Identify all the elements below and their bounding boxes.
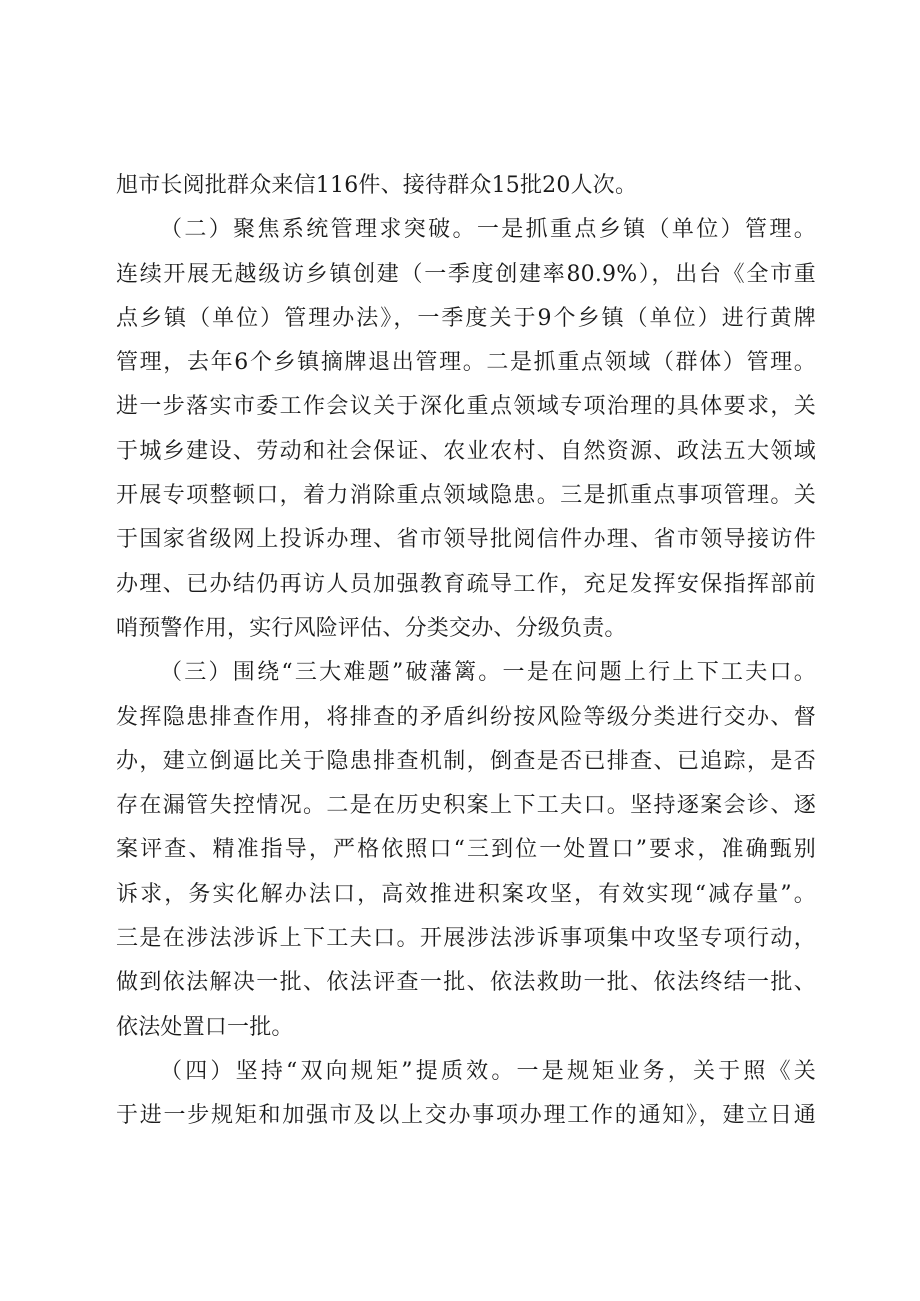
paragraph-2 <box>116 208 816 651</box>
text-line: 办，建立倒逼比关于隐患排查机制，倒查是否已排查、已追踪，是否 <box>116 748 816 774</box>
text-line: 点乡镇（单位）管理办法》，一季度关于9个乡镇（单位）进行黄牌 <box>116 305 816 331</box>
text-line: 三是在涉法涉诉上下工夫口。开展涉法涉诉事项集中攻坚专项行动， <box>116 926 816 952</box>
text-line: （三）围绕“三大难题”破藩篱。一是在问题上行上下工夫口。 <box>160 660 816 686</box>
text-line: 进一步落实市委工作会议关于深化重点领域专项治理的具体要求，关 <box>116 394 816 420</box>
text-line: 案评查、精准指导，严格依照口“三到位一处置口”要求，准确甄别 <box>116 837 816 863</box>
text-line: 旭市长阅批群众来信116件、接待群众15批20人次。 <box>116 173 638 198</box>
text-line: 办理、已办结仍再访人员加强教育疏导工作，充足发挥安保指挥部前 <box>116 571 816 597</box>
text-line: 做到依法解决一批、依法评查一批、依法救助一批、依法终结一批、 <box>116 970 816 996</box>
text-line: 发挥隐患排查作用，将排查的矛盾纠纷按风险等级分类进行交办、督 <box>116 704 816 730</box>
paragraph-4 <box>116 1050 816 1139</box>
text-line: （二）聚焦系统管理求突破。一是抓重点乡镇（单位）管理。 <box>160 217 816 243</box>
document-body <box>116 164 816 1139</box>
text-line: 诉求，务实化解办法口，高效推进积案攻坚，有效实现“减存量”。 <box>116 881 816 907</box>
text-line: 于进一步规矩和加强市及以上交办事项办理工作的通知》，建立日通 <box>116 1103 816 1129</box>
text-line: 于国家省级网上投诉办理、省市领导批阅信件办理、省市领导接访件 <box>116 527 816 553</box>
text-line: 依法处置口一批。 <box>116 1014 294 1040</box>
text-line: 存在漏管失控情况。二是在历史积案上下工夫口。坚持逐案会诊、逐 <box>116 793 816 819</box>
text-line: 管理，去年6个乡镇摘牌退出管理。二是抓重点领域（群体）管理。 <box>116 350 816 376</box>
text-line: 于城乡建设、劳动和社会保证、农业农村、自然资源、政法五大领域 <box>116 438 816 464</box>
paragraph-1 <box>116 164 816 208</box>
text-line: 连续开展无越级访乡镇创建（一季度创建率80.9%），出台《全市重 <box>116 261 816 287</box>
text-line: （四）坚持“双向规矩”提质效。一是规矩业务，关于照《关 <box>160 1058 816 1084</box>
text-line: 哨预警作用，实行风险评估、分类交办、分级负责。 <box>116 615 627 641</box>
text-line: 开展专项整顿口，着力消除重点领域隐患。三是抓重点事项管理。关 <box>116 483 816 509</box>
paragraph-3 <box>116 651 816 1050</box>
